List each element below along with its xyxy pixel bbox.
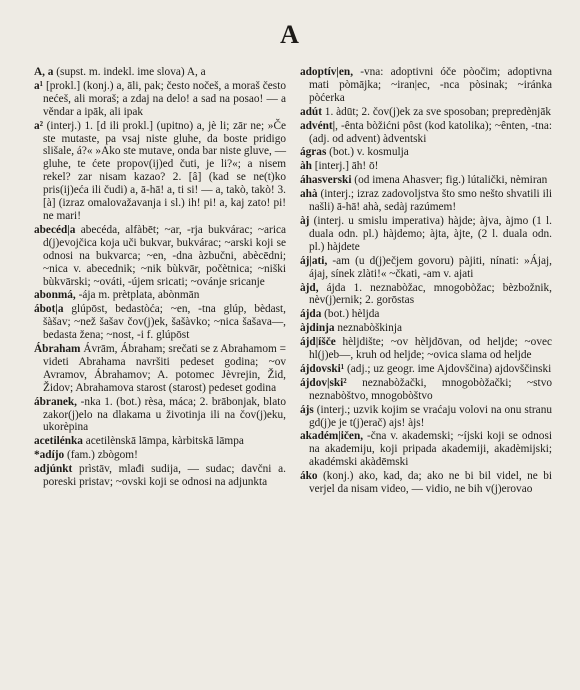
- entry-definition: (adj.; uz geogr. ime Ajdovščina) ajdovščinski: [344, 362, 552, 375]
- dictionary-entry: [34, 289, 286, 302]
- dictionary-entry: [300, 470, 552, 496]
- dictionary-entry: [34, 396, 286, 435]
- entry-definition: (konj.) ako, kad, da; ako ne bi bil videl, ne bi verjel da nisam video, — vidio, ne bih v(j)erovao: [309, 470, 552, 496]
- entry-headword: ájdovski¹: [300, 362, 345, 375]
- dictionary-entry: [300, 377, 552, 403]
- entry-headword: a²: [34, 119, 44, 132]
- entry-headword: ájda: [300, 308, 322, 321]
- entry-headword: akadém|ičen,: [300, 430, 364, 443]
- dictionary-entry: [300, 215, 552, 254]
- entry-definition: hèljdište; ~ov hèljdōvan, od heljde; ~ovec hl(j)eb—, kruh od heljde; ~ovica slama od heljde: [309, 336, 552, 362]
- entry-definition: neznabòškinja: [334, 322, 402, 335]
- entry-definition: glúpōst, bedastòća; ~en, -tna glúp, bèdast, šàšav; ~než šašav čov(j)ek, šašàvko; ~nica šašava—, bedasta žena; ~nost, -i f. glúpōst: [43, 303, 286, 342]
- dictionary-entry: [34, 120, 286, 223]
- entry-definition: [prokl.] (konj.) a, āli, pak; često nočeš, a moraš često nećeš, ali moraš; a zdaj na delo! a sad na posao! — a věndar a ipāk, ali ipak: [43, 79, 286, 118]
- entry-headword: advént|: [300, 119, 336, 132]
- entry-headword: àj: [300, 214, 310, 227]
- dictionary-entry: [300, 404, 552, 430]
- page-letter-heading: A: [280, 20, 300, 49]
- entry-headword: *adíjo: [34, 449, 65, 462]
- dictionary-entry: [300, 146, 552, 159]
- dictionary-entry: [34, 303, 286, 342]
- entry-definition: , -ênta bòžićni pôst (kod katolika); ~ênten, -tna: (adj. od advent) àdventski: [309, 119, 552, 145]
- entry-definition: (interj.; izraz zadovoljstva što smo nešto shvatili ili našli) ā-hā! ahà, sedàj razúmem!: [309, 188, 552, 214]
- entry-headword: Ábraham: [34, 343, 81, 356]
- entry-headword: áj|ati,: [300, 254, 328, 267]
- dictionary-entry: [34, 66, 286, 79]
- entry-headword: abonmá,: [34, 289, 76, 302]
- dictionary-entry: [300, 120, 552, 146]
- entry-definition: -vna: adoptivni óče pòočim; adoptivna mati pòmājka; ~iran|ec, -nca pòsinak; ~iránka pòćerka: [309, 66, 552, 104]
- entry-headword: acetilénka: [34, 435, 83, 448]
- dictionary-entry: [34, 435, 286, 448]
- entry-headword: ájdov|ski²: [300, 376, 347, 389]
- dictionary-entry: [300, 174, 552, 187]
- dictionary-entry: [300, 160, 552, 173]
- entry-headword: àjd,: [300, 281, 319, 294]
- left-column: [34, 66, 286, 490]
- entry-definition: (fam.) zbògom!: [64, 449, 138, 462]
- entry-definition: neznabòžački, mnogobòžački; ~stvo neznabòštvo, mnogobòštvo: [309, 376, 552, 402]
- entry-headword: àjdinja: [300, 322, 335, 335]
- dictionary-entry: [300, 255, 552, 281]
- entry-definition: (interj.; uzvik kojim se vraćaju volovi na onu stranu gd(j)e je t(j)erač) ajs! àjs!: [309, 403, 552, 429]
- dictionary-entry: [300, 363, 552, 376]
- entry-headword: adjúnkt: [34, 463, 73, 476]
- entry-headword: adoptív|en,: [300, 66, 354, 78]
- dictionary-entry: [34, 80, 286, 119]
- entry-headword: ábot|a: [34, 303, 64, 316]
- entry-definition: (interj.) 1. [d ili prokl.] (upitno) a, jè li; zār ne; »Če ste mutaste, pa vsaj niste gluhe, da boste pridigo slišale, á?« »Ako ste mutave, onda bar niste gluve, — gluhe, te ćete propov(ij)ed čuti, je li?«; a nisem rekel? zar nisam kazao? 2. [â] (kad se ne(t)ko pris(ij)eća ili čudi) a, ā-hā! a, ti si! — a, takò, takò! 3. [à] (izraz omalovažavanja i sl.) ih! pi! a, kaj zato! pi! ne mari!: [43, 119, 286, 222]
- entry-headword: ájs: [300, 403, 314, 416]
- entry-definition: abecéda, alfàbēt; ~ar, -rja bukvárac; ~arica d(j)evojčica koja uči bukvar, bukváraс; ~arski koji se odnosi na bukvarca; ~en, -dna àzbučni, abècēdni; ~nica v. abecednik; ~nik bùkvār, počètnica; ~niški bùkvārski; ~ováti, -újem sricati; ~ovánje sricanje: [43, 223, 286, 288]
- entry-definition: [interj.] āh! ō!: [311, 160, 379, 173]
- entry-definition: -ája m. prètplata, abònmān: [75, 289, 200, 302]
- dictionary-entry: [300, 106, 552, 119]
- dictionary-entry: [300, 336, 552, 362]
- entry-headword: abecéd|a: [34, 223, 76, 236]
- entry-headword: a¹: [34, 79, 44, 92]
- entry-definition: Ávrām, Ábraham; srečati se z Abrahamom = videti Abrahama navršiti pedeset godina; ~ov Avramov, Ábrahamov; A. potomec Jèvrejin, Žid, Židov; Abrahamova starost (starost) pedeset godina: [43, 343, 286, 394]
- dictionary-entry: [300, 282, 552, 308]
- dictionary-entry: [300, 66, 552, 105]
- entry-headword: ábranek,: [34, 395, 77, 408]
- entry-definition: prìstāv, mlađi sudija, — sudac; davčni a. poreski pristav; ~ovski koji se odnosi na adjunkta: [43, 463, 286, 489]
- entry-headword: adút: [300, 105, 322, 118]
- entry-headword: ájd|íšče: [300, 336, 336, 349]
- dictionary-entry: [300, 188, 552, 214]
- right-column: [300, 66, 552, 497]
- entry-headword: ahà: [300, 188, 318, 201]
- entry-headword: àh: [300, 160, 312, 173]
- dictionary-entry: [300, 308, 552, 321]
- entry-definition: (bot.) hèljda: [321, 308, 380, 321]
- entry-definition: (interj. u smislu imperativa) hàjde; àjva, àjmo (1 l. duala odn. pl.) hàjdemo; àjta, àjte, (2 l. duala odn. pl.) hàjdete: [309, 214, 552, 253]
- entry-definition: (od imena Ahasver; fig.) lútalički, nèmiran: [351, 174, 548, 187]
- entry-definition: -am (u d(j)ečjem govoru) pàjiti, nínati: »Ájaj, ájaj, sínek zlàti!« ~čkati, -am v. ajati: [309, 254, 552, 280]
- entry-headword: A, a: [34, 66, 54, 78]
- dictionary-entry: [34, 343, 286, 395]
- entry-headword: áko: [300, 470, 318, 483]
- entry-definition: 1. àdūt; 2. čov(j)ek za sve sposoban; prepredènjāk: [321, 105, 551, 118]
- dictionary-entry: [300, 322, 552, 335]
- dictionary-entry: [34, 224, 286, 289]
- entry-definition: acetilènskā lāmpa, kàrbitskā lāmpa: [82, 435, 244, 448]
- dictionary-entry: [300, 430, 552, 469]
- dictionary-entry: [34, 463, 286, 489]
- entry-definition: (supst. m. indekl. ime slova) A, a: [53, 66, 206, 78]
- entry-headword: ágras: [300, 146, 327, 159]
- entry-definition: (bot.) v. kosmulja: [326, 146, 409, 159]
- entry-definition: ájda 1. neznabòžac, mnogobòžac; bèzbožnik, nèv(j)ernik; 2. gorōstas: [309, 281, 552, 307]
- entry-definition: -nka 1. (bot.) rèsa, máca; 2. brābonjak, blato zakor(j)elo na dlakama u životinja ili na čov(j)eku, ukorèpina: [43, 395, 286, 434]
- dictionary-entry: [34, 449, 286, 462]
- entry-definition: -čna v. akademski; ~íjski koji se odnosi na akademiju, koji pripada akademiji, akadèmijski; akadémski akàdēmski: [309, 430, 552, 469]
- entry-headword: áhasverski: [300, 174, 352, 187]
